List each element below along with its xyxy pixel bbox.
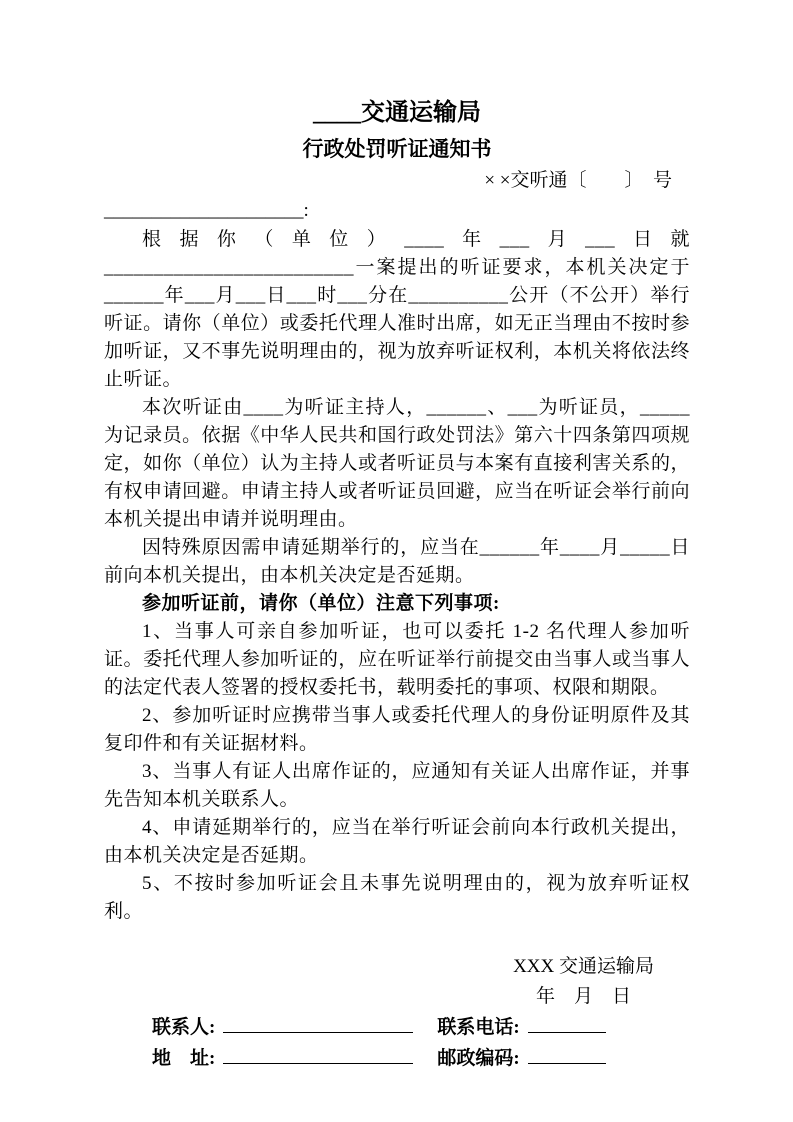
paragraph-postponement: 因特殊原因需申请延期举行的，应当在______年____月_____日前向本机关提出，由本机关决定是否延期。	[104, 537, 690, 586]
doc-title: 行政处罚听证通知书	[302, 137, 492, 161]
paragraph-hearing-decision: 根据你（单位）____年___月___日就_________________________一案提出的听证要求，本机关决定于______年___月___日___时___分在__________公开（不公开）举行听证。请你（单位）或委托代理人准时出席，如无正当理由不按时参加听证，又不事先说明理由的，视为放弃听证权利，本机关将依法终止听证。	[104, 229, 690, 390]
contact-row-person	[152, 1012, 690, 1043]
contact-postcode-label: 邮政编码:	[437, 1047, 520, 1069]
contact-phone-label: 联系电话:	[437, 1016, 520, 1038]
contact-phone-blank	[528, 1012, 606, 1033]
contact-address-blank	[223, 1043, 413, 1064]
paragraph-panel-recusal: 本次听证由____为听证主持人，______、___为听证员，_____为记录员。依据《中华人民共和国行政处罚法》第六十四条第四项规定，如你（单位）认为主持人或者听证员与本案有直接利害关系的，有权申请回避。申请主持人或者听证员回避，应当在听证会举行前向本机关提出申请并说明理由。	[104, 397, 690, 530]
contact-row-address	[152, 1043, 690, 1074]
contact-postcode-blank	[528, 1043, 606, 1064]
signature-date: 年 月 日	[536, 986, 632, 1007]
notice-item-2: 2、参加听证时应携带当事人或委托代理人的身份证明原件及其复印件和有关证据材料。	[104, 705, 690, 754]
signature-org: XXX 交通运输局	[513, 956, 654, 977]
notice-item-4: 4、申请延期举行的，应当在举行听证会前向本行政机关提出，由本机关决定是否延期。	[104, 817, 690, 866]
doc-number: × ×交听通〔 〕 号	[484, 170, 672, 191]
notice-item-3: 3、当事人有证人出席作证的，应通知有关证人出席作证，并事先告知本机关联系人。	[104, 761, 690, 810]
org-title: ____交通运输局	[313, 100, 481, 126]
contact-person-label: 联系人:	[152, 1016, 216, 1038]
notice-heading: 参加听证前，请你（单位）注意下列事项:	[142, 593, 500, 614]
notice-item-5: 5、不按时参加听证会且未事先说明理由的，视为放弃听证权利。	[104, 873, 690, 922]
notice-item-1: 1、当事人可亲自参加听证，也可以委托 1-2 名代理人参加听证。委托代理人参加听证的，应在听证举行前提交由当事人或当事人的法定代表人签署的授权委托书，载明委托的事项、权限和期限。	[104, 621, 690, 698]
contact-person-blank	[223, 1012, 413, 1033]
addressee-line: _____________________:	[104, 200, 309, 221]
signature-block	[513, 952, 654, 1012]
contact-address-label: 地 址:	[152, 1047, 216, 1069]
